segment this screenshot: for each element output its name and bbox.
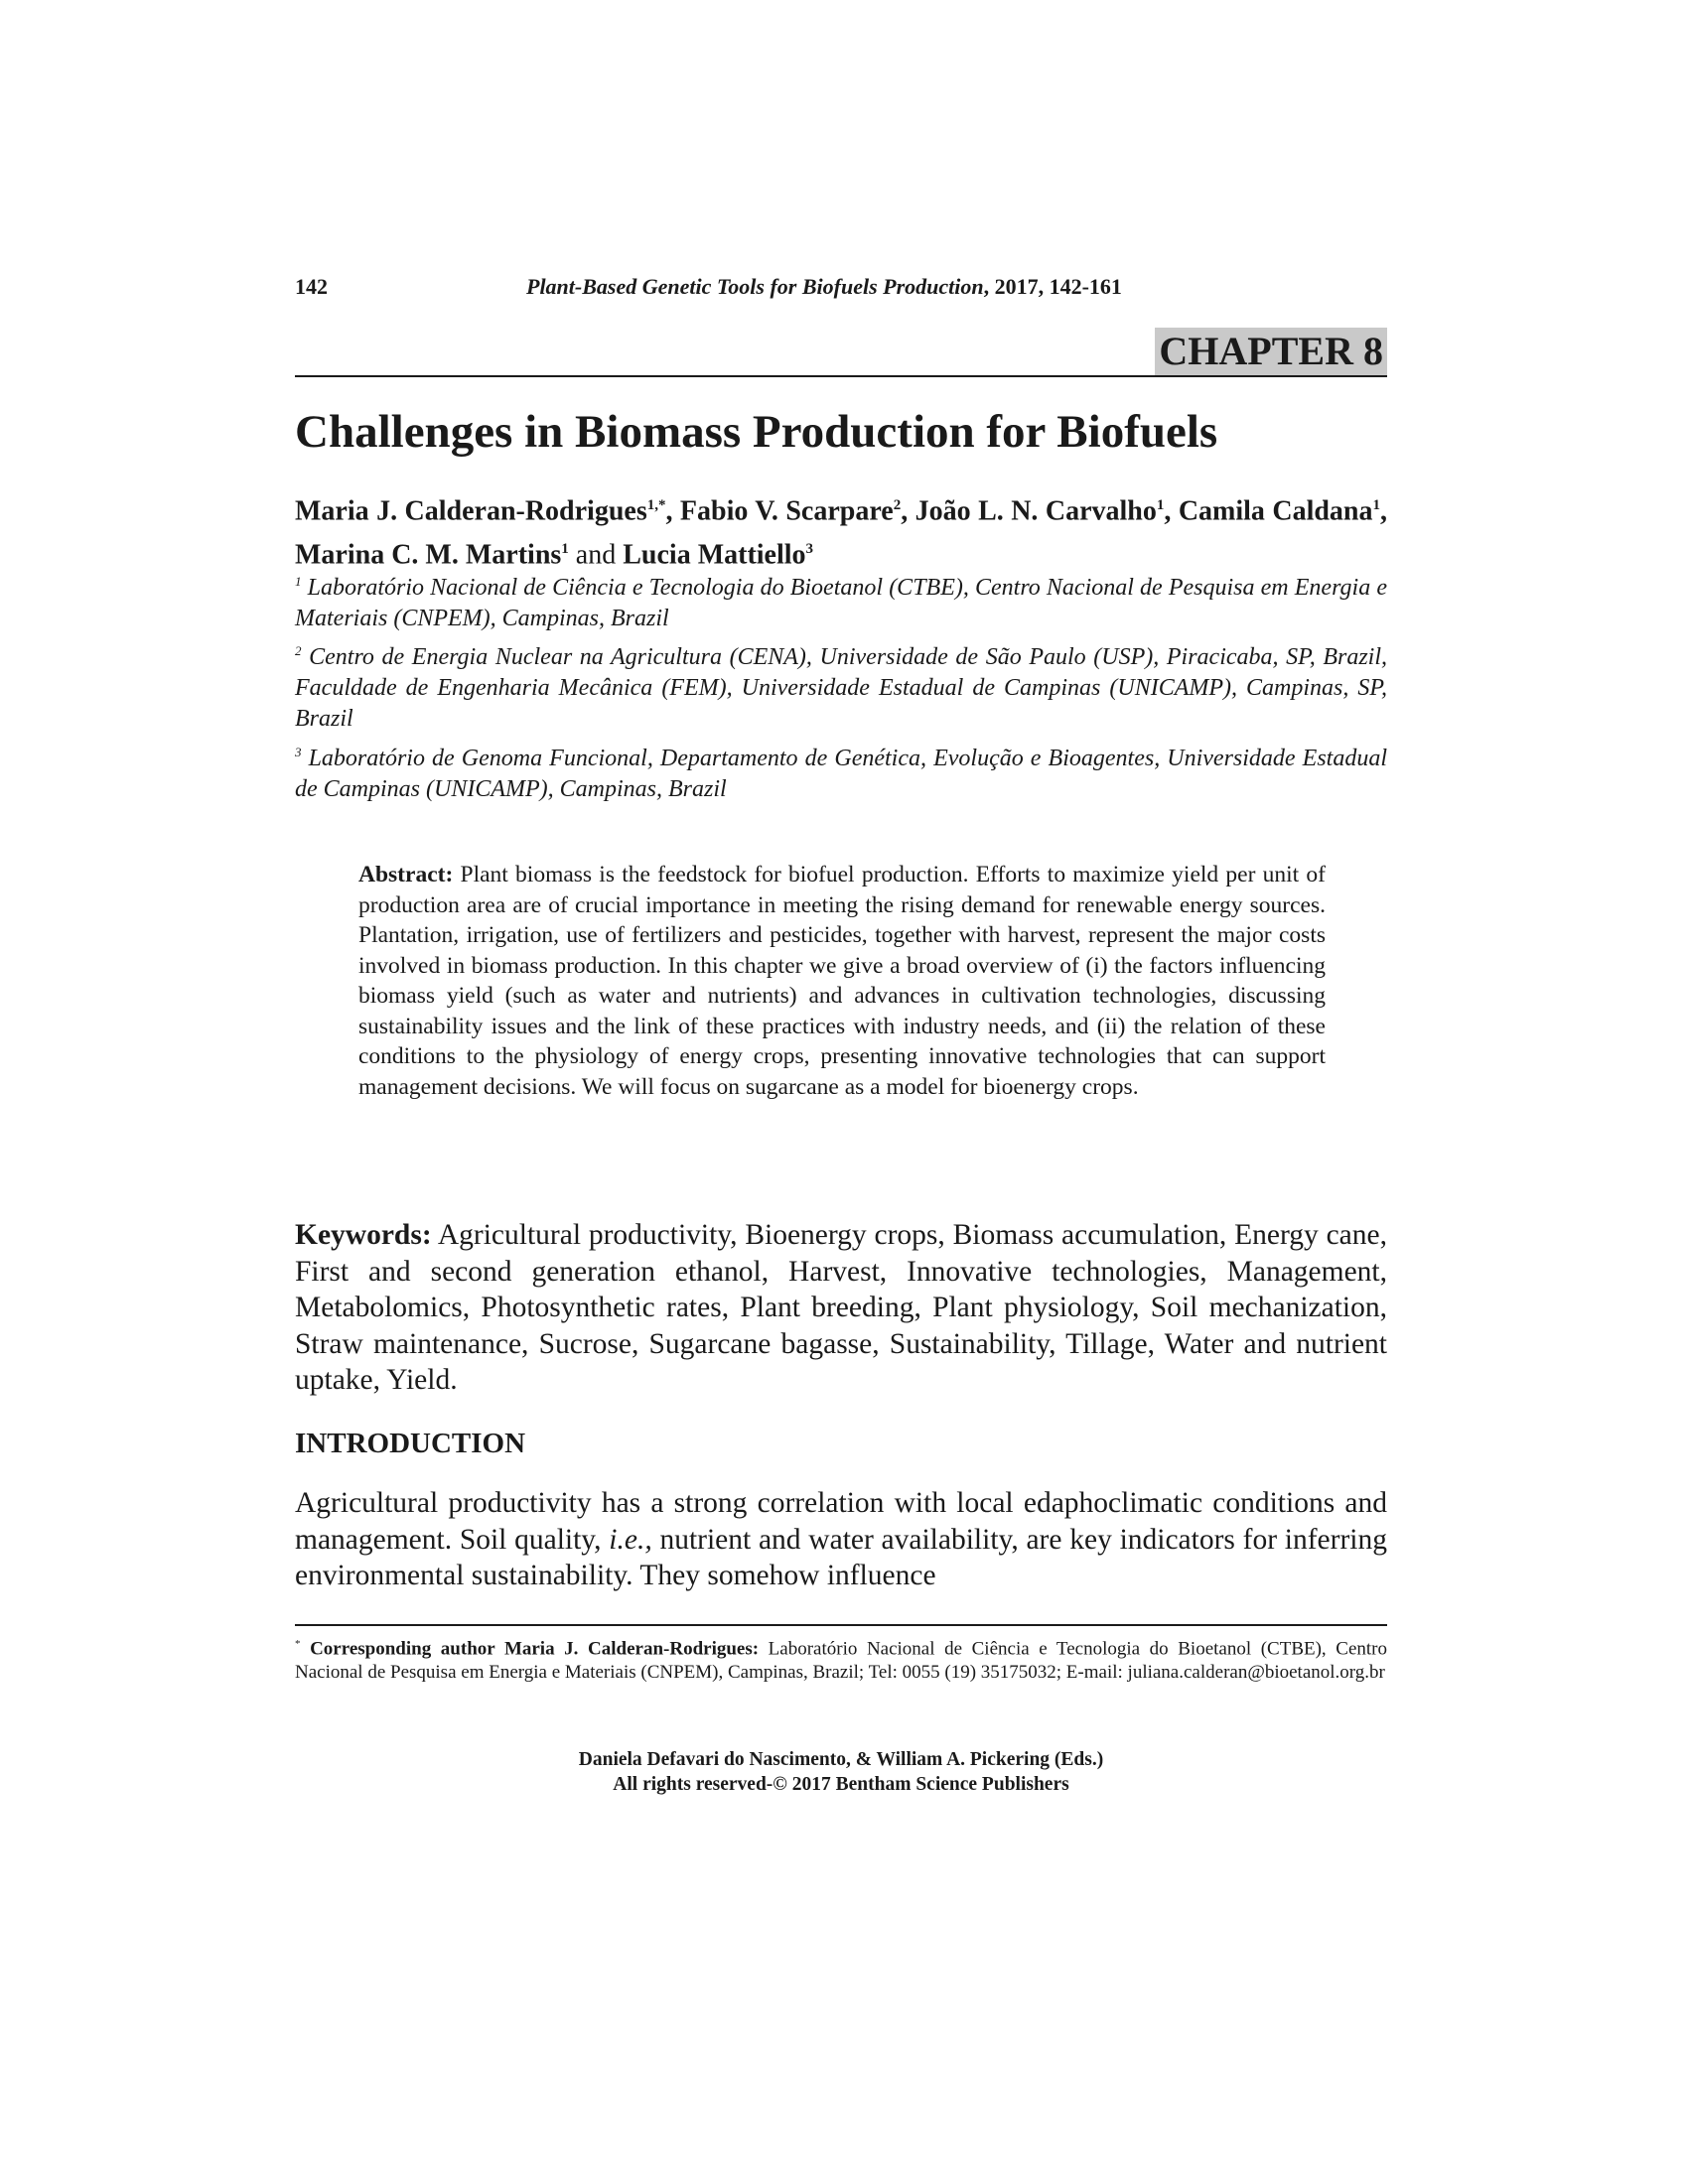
abstract-label: Abstract: [358, 862, 454, 887]
author-affiliation-mark: 1,* [646, 497, 666, 513]
affiliation-text: Laboratório Nacional de Ciência e Tecnologia do Bioetanol (CTBE), Centro Nacional de Pesquisa em Energia e Materiais (CNPEM), Campinas, Brazil [295, 575, 1387, 631]
affiliation-mark: 2 [295, 643, 302, 658]
keywords [295, 1217, 1387, 1399]
introduction-paragraph [295, 1485, 1387, 1594]
running-head [526, 274, 1122, 300]
author-separator: , [901, 495, 915, 527]
author-name: Camila Caldana [1178, 495, 1373, 527]
affiliation-text: Centro de Energia Nuclear na Agricultura (CENA), Universidade de São Paulo (USP), Piracicaba, SP, Brazil, Faculdade de Engenharia Mecânica (FEM), Universidade Estadual de Campinas (UNICAMP), Campinas, SP, Brazil [295, 644, 1387, 732]
publisher-credits [295, 1747, 1387, 1797]
abstract-text: Plant biomass is the feedstock for biofuel production. Efforts to maximize yield per unit of production area are of crucial importance in meeting the rising demand for renewable energy sources. Plantation, irrigation, use of fertilizers and pesticides, together with harvest, represent the major costs involved in biomass production. In this chapter we give a broad overview of (i) the factors influencing biomass yield (such as water and nutrients) and advances in cultivation technologies, discussing sustainability issues and the link of these practices with industry needs, and (ii) the relation of these conditions to the physiology of energy crops, presenting innovative technologies that can support management decisions. We will focus on sugarcane as a model for bioenergy crops. [358, 862, 1326, 1100]
page-number: 142 [295, 274, 328, 299]
author-separator: and [568, 539, 624, 571]
keywords-text: Agricultural productivity, Bioenergy crops, Biomass accumulation, Energy cane, First and second generation ethanol, Harvest, Innovative technologies, Management, Metabolomics, Photosynthetic rates, Plant breeding, Plant physiology, Soil mechanization, Straw maintenance, Sucrose, Sugarcane bagasse, Sustainability, Tillage, Water and nutrient uptake, Yield. [295, 1219, 1387, 1396]
keywords-label: Keywords: [295, 1219, 432, 1251]
author-separator: , [1380, 495, 1387, 527]
editors-line: Daniela Defavari do Nascimento, & William A. Pickering (Eds.) [578, 1749, 1104, 1770]
footnote-text: Laboratório Nacional de Ciência e Tecnologia do Bioetanol (CTBE), Centro Nacional de Pesquisa em Energia e Materiais (CNPEM), Campinas, Brazil; Tel: 0055 (19) 35175032; E-mail: juliana.calderan@bioetanol.org.br [295, 1638, 1387, 1684]
year-pages: , 2017, 142-161 [983, 274, 1122, 299]
affiliation-mark: 1 [295, 574, 302, 589]
footnote-label: Corresponding author Maria J. Calderan-Rodrigues: [300, 1638, 760, 1660]
author-name: Maria J. Calderan-Rodrigues [295, 495, 647, 527]
introduction-text-continued: nutrient and water availability, are key indicators for inferring environmental sustainability. They somehow influence [295, 1523, 1387, 1591]
author-affiliation-mark: 1 [561, 541, 569, 558]
affiliation-3 [295, 737, 1387, 805]
affiliation-2 [295, 635, 1387, 735]
author-name: Fabio V. Scarpare [679, 495, 894, 527]
footnote [295, 1632, 1387, 1685]
book-title: Plant-Based Genetic Tools for Biofuels Production [526, 274, 984, 299]
author-separator: , [1164, 495, 1179, 527]
rights-line: All rights reserved-© 2017 Bentham Science Publishers [613, 1774, 1069, 1795]
footnote-rule [295, 1624, 1387, 1626]
author-name: Lucia Mattiello [623, 539, 806, 571]
footnote-mark: * [295, 1638, 301, 1650]
section-heading-introduction: INTRODUCTION [295, 1428, 526, 1459]
chapter-title: Challenges in Biomass Production for Biofuels [295, 406, 1218, 458]
introduction-italic: i.e., [609, 1523, 652, 1556]
author-affiliation-mark: 2 [893, 497, 902, 513]
abstract [358, 860, 1326, 1102]
chapter-rule [295, 375, 1387, 377]
affiliation-text: Laboratório de Genoma Funcional, Departamento de Genética, Evolução e Bioagentes, Universidade Estadual de Campinas (UNICAMP), Campinas, Brazil [295, 746, 1387, 802]
author-affiliation-mark: 3 [805, 541, 814, 558]
author-name: João L. N. Carvalho [914, 495, 1157, 527]
affiliation-1 [295, 566, 1387, 634]
affiliation-mark: 3 [295, 745, 302, 759]
author-affiliation-mark: 1 [1372, 497, 1380, 513]
author-list [295, 486, 1387, 575]
author-affiliation-mark: 1 [1156, 497, 1165, 513]
introduction-text: Agricultural productivity has a strong correlation with local edaphoclimatic conditions and management. Soil quality, [295, 1487, 1387, 1556]
author-separator: , [665, 495, 680, 527]
author-name: Marina C. M. Martins [295, 539, 562, 571]
chapter-label: CHAPTER 8 [1155, 328, 1387, 375]
